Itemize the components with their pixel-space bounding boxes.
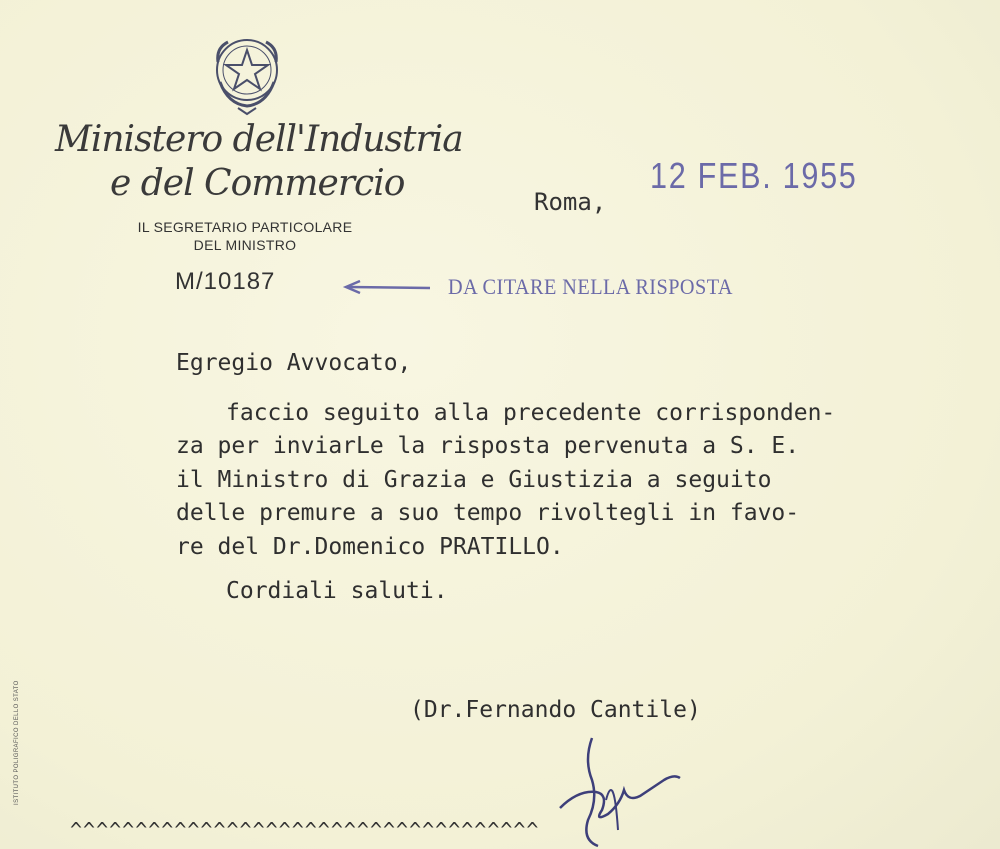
- letter-body: [176, 347, 976, 564]
- arrow-left-icon: [342, 279, 432, 295]
- closing: Cordiali saluti.: [226, 578, 448, 604]
- ministry-name: [55, 118, 475, 206]
- place: Roma,: [534, 188, 607, 216]
- ministry-line-2: e del Commercio: [110, 163, 405, 204]
- body-line: za per inviarLe la risposta pervenuta a S. E.: [176, 433, 800, 459]
- handwritten-signature: [548, 730, 698, 849]
- office-line-2: DEL MINISTRO: [193, 237, 297, 253]
- protocol-number: M/10187: [175, 268, 276, 295]
- body-line: il Ministro di Grazia e Giustizia a seguito: [176, 466, 772, 493]
- office-title: [110, 218, 380, 254]
- date-stamp: 12 FEB. 1955: [650, 155, 858, 196]
- printer-mark: ISTITUTO POLIGRAFICO DELLO STATO: [14, 680, 20, 805]
- italian-emblem-icon: [208, 32, 286, 116]
- ministry-line-1: Ministero dell'Industria: [55, 119, 463, 160]
- office-line-1: IL SEGRETARIO PARTICOLARE: [137, 219, 353, 235]
- bottom-marks: ^^^^^^^^^^^^^^^^^^^^^^^^^^^^^^^^^^^^: [70, 818, 540, 842]
- body-line: re del Dr.Domenico PRATILLO.: [176, 533, 564, 560]
- body-line: faccio seguito alla precedente corrisponden-: [226, 399, 836, 426]
- body-line: delle premure a suo tempo rivoltegli in favo-: [176, 500, 800, 526]
- citation-stamp: DA CITARE NELLA RISPOSTA: [448, 274, 733, 299]
- signer-name: (Dr.Fernando Cantile): [410, 697, 701, 723]
- salutation: Egregio Avvocato,: [176, 350, 412, 376]
